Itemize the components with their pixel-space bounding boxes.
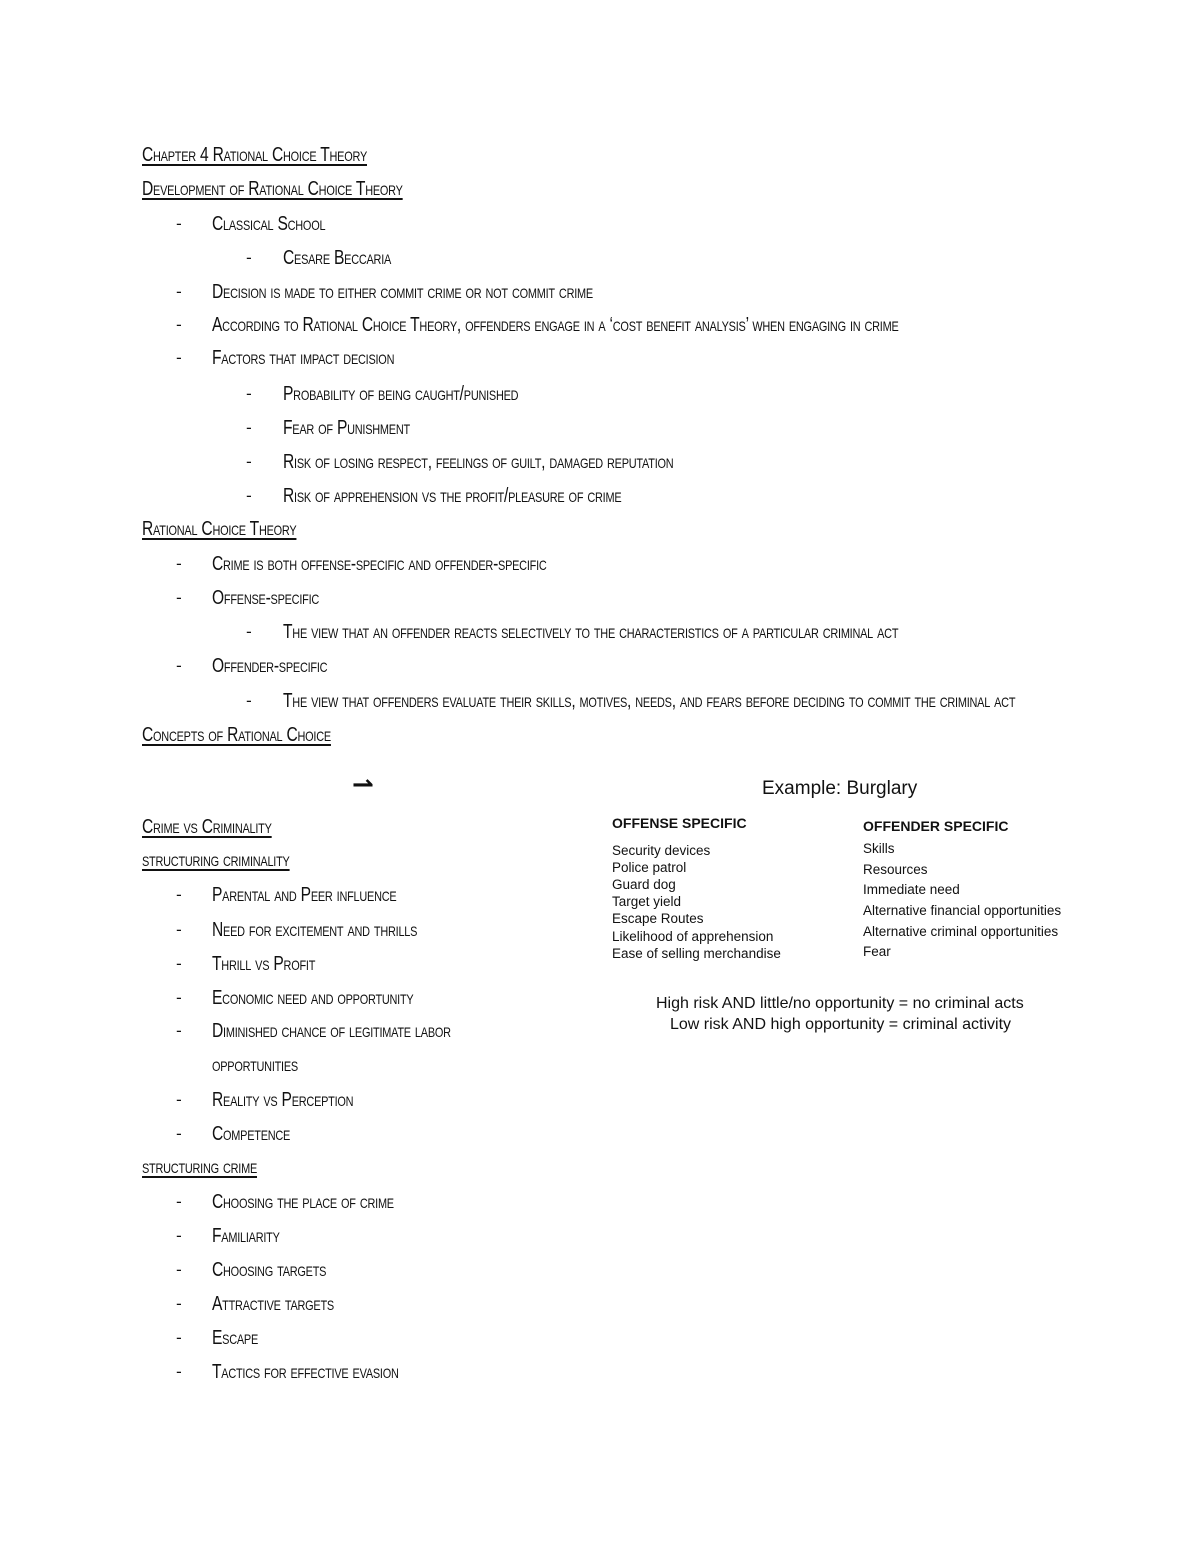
criminality-list-item: Diminished chance of legitimate labor: [212, 1020, 451, 1042]
chapter-title: Chapter 4 Rational Choice Theory: [142, 144, 368, 166]
bullet-dash: -: [176, 656, 182, 675]
criminality-list-item: Competence: [212, 1123, 291, 1145]
factor-list-item: Risk of losing respect, feelings of guilt, damaged reputation: [283, 451, 674, 473]
criminality-list-item: Reality vs Perception: [212, 1089, 354, 1111]
bullet-dash: -: [246, 691, 252, 710]
criminality-list-item: Thrill vs Profit: [212, 953, 316, 975]
offense-specific-item: Offense-specific: [212, 587, 320, 609]
bullet-dash: -: [246, 486, 252, 505]
bullet-dash: -: [176, 214, 182, 233]
bullet-dash: -: [176, 1328, 182, 1347]
bullet-dash: -: [176, 1260, 182, 1279]
offender-item: Alternative financial opportunities: [863, 903, 1062, 918]
offender-item: Skills: [863, 841, 895, 856]
bullet-dash: -: [176, 1362, 182, 1381]
bullet-dash: -: [176, 1090, 182, 1109]
rule-low-risk: Low risk AND high opportunity = criminal activity: [670, 1016, 1012, 1033]
crime-list-item: Choosing targets: [212, 1259, 327, 1281]
criminality-list-item-continuation: opportunities: [212, 1054, 298, 1076]
crime-list-item: Choosing the place of crime: [212, 1191, 394, 1213]
decision-item: Decision is made to either commit crime or not commit crime: [212, 281, 593, 303]
bullet-dash: -: [246, 622, 252, 641]
bullet-dash: -: [176, 588, 182, 607]
criminality-list-item: Economic need and opportunity: [212, 987, 414, 1009]
bullet-dash: -: [176, 1124, 182, 1143]
example-title: Example: Burglary: [762, 778, 918, 799]
rct-both-item: Crime is both offense-specific and offender-specific: [212, 553, 547, 575]
offense-definition: The view that an offender reacts selectively to the characteristics of a particular criminal act: [283, 621, 899, 643]
classical-school-item: Classical School: [212, 213, 326, 235]
bullet-dash: -: [176, 554, 182, 573]
offender-item: Fear: [863, 944, 891, 959]
structuring-crime-heading: structuring crime: [142, 1156, 258, 1178]
offender-item: Alternative criminal opportunities: [863, 924, 1059, 939]
crime-list-item: Familiarity: [212, 1225, 280, 1247]
bullet-dash: -: [176, 885, 182, 904]
offense-item: Security devices: [612, 843, 711, 858]
bullet-dash: -: [176, 988, 182, 1007]
offense-item: Escape Routes: [612, 911, 704, 926]
beccaria-item: Cesare Beccaria: [283, 247, 392, 269]
criminality-list-item: Need for excitement and thrills: [212, 919, 418, 941]
factor-list-item: Fear of Punishment: [283, 417, 410, 439]
bullet-dash: -: [176, 920, 182, 939]
bullet-dash: -: [246, 248, 252, 267]
bullet-dash: -: [176, 1226, 182, 1245]
crime-vs-criminality-heading: Crime vs Criminality: [142, 816, 272, 838]
factors-item: Factors that impact decision: [212, 347, 395, 369]
bullet-dash: -: [176, 1294, 182, 1313]
crime-list-item: Attractive targets: [212, 1293, 334, 1315]
bullet-dash: -: [176, 1021, 182, 1040]
factor-list-item: Probability of being caught/punished: [283, 383, 519, 405]
bullet-dash: -: [246, 452, 252, 471]
arrow-icon: ⇀: [352, 770, 374, 800]
offender-definition: The view that offenders evaluate their skills, motives, needs, and fears before deciding to commit the criminal act: [283, 690, 1016, 712]
bullet-dash: -: [176, 315, 182, 334]
offense-column-heading: OFFENSE SPECIFIC: [612, 815, 747, 831]
concepts-heading: Concepts of Rational Choice: [142, 724, 331, 746]
criminality-list-item: Parental and Peer influence: [212, 884, 397, 906]
according-item: According to Rational Choice Theory, offenders engage in a ‘cost benefit analysis’ when engaging in crime: [212, 314, 899, 336]
structuring-criminality-heading: structuring criminality: [142, 849, 290, 871]
bullet-dash: -: [176, 1192, 182, 1211]
offender-item: Immediate need: [863, 882, 960, 897]
offense-item: Target yield: [612, 894, 682, 909]
bullet-dash: -: [176, 954, 182, 973]
bullet-dash: -: [176, 282, 182, 301]
development-heading: Development of Rational Choice Theory: [142, 178, 403, 200]
offender-specific-item: Offender-specific: [212, 655, 328, 677]
factor-list-item: Risk of apprehension vs the profit/pleasure of crime: [283, 485, 622, 507]
rct-heading: Rational Choice Theory: [142, 518, 297, 540]
crime-list-item: Escape: [212, 1327, 259, 1349]
offense-item: Guard dog: [612, 877, 676, 892]
offender-column-heading: OFFENDER SPECIFIC: [863, 818, 1009, 834]
offense-item: Likelihood of apprehension: [612, 929, 774, 944]
bullet-dash: -: [176, 348, 182, 367]
offense-item: Police patrol: [612, 860, 687, 875]
offense-item: Ease of selling merchandise: [612, 946, 781, 961]
bullet-dash: -: [246, 384, 252, 403]
crime-list-item: Tactics for effective evasion: [212, 1361, 399, 1383]
rule-high-risk: High risk AND little/no opportunity = no criminal acts: [656, 995, 1024, 1012]
offender-item: Resources: [863, 862, 928, 877]
bullet-dash: -: [246, 418, 252, 437]
